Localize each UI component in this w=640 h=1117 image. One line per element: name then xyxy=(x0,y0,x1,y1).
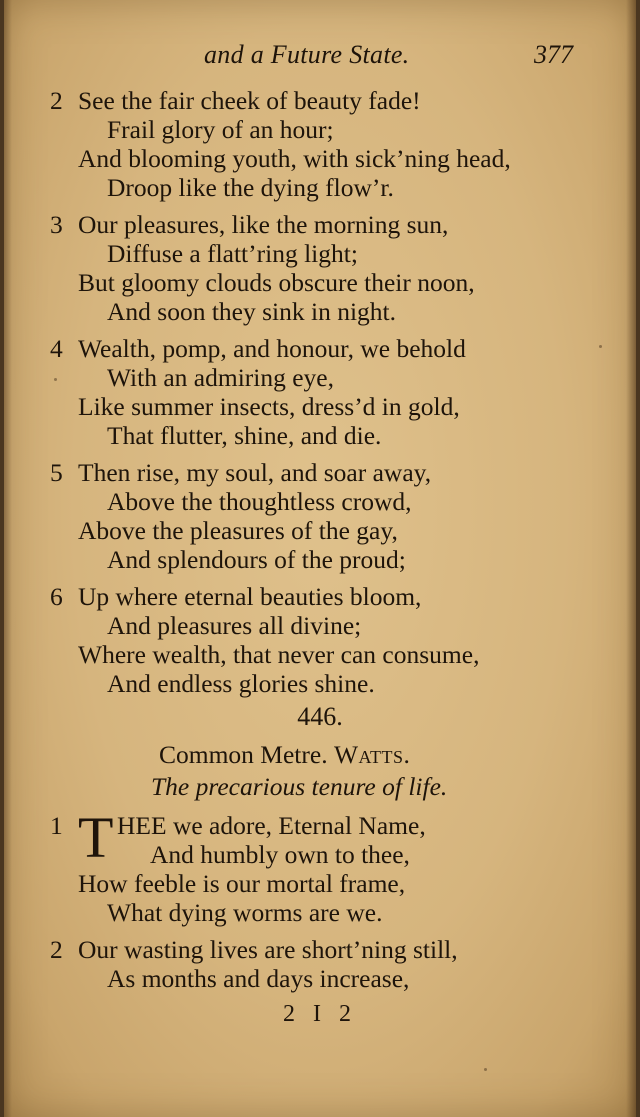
verse-line: And splendours of the proud; xyxy=(107,545,406,574)
verse-line: And blooming youth, with sick’ning head, xyxy=(78,144,511,173)
paper-speck xyxy=(484,1068,487,1071)
verse-line: Our pleasures, like the morning sun, xyxy=(78,210,449,239)
paper-speck xyxy=(54,378,57,381)
stanza-number: 3 xyxy=(50,210,63,239)
verse-line: Wealth, pomp, and honour, we behold xyxy=(78,334,466,363)
hymn-metre: Common Metre. xyxy=(159,740,328,769)
stanza-number: 1 xyxy=(50,811,63,840)
hymn-metre-line xyxy=(159,740,410,770)
verse-line: See the fair cheek of beauty fade! xyxy=(78,86,421,115)
verse-line: Frail glory of an hour; xyxy=(107,115,334,144)
paper-speck xyxy=(599,345,602,348)
page-number: 377 xyxy=(534,40,573,69)
verse-line: Where wealth, that never can consume, xyxy=(78,640,480,669)
verse-line: With an admiring eye, xyxy=(107,363,334,392)
stanza-number: 2 xyxy=(50,86,63,115)
verse-line: And pleasures all divine; xyxy=(107,611,362,640)
verse-line: How feeble is our mortal frame, xyxy=(78,869,406,898)
stanza-number: 5 xyxy=(50,458,63,487)
verse-line: Then rise, my soul, and soar away, xyxy=(78,458,432,487)
verse-line: And soon they sink in night. xyxy=(107,297,397,326)
verse-line: And endless glories shine. xyxy=(107,669,375,698)
verse-line: Diffuse a flatt’ring light; xyxy=(107,239,358,268)
page-right-edge xyxy=(626,0,636,1117)
verse-line: Up where eternal beauties bloom, xyxy=(78,582,422,611)
hymn-author: Watts. xyxy=(333,740,411,769)
verse-line: Droop like the dying flow’r. xyxy=(107,173,394,202)
verse-line: And humbly own to thee, xyxy=(150,840,410,869)
hymn-subtitle: The precarious tenure of life. xyxy=(151,772,448,801)
stanza-number: 2 xyxy=(50,935,63,964)
verse-line: HEE we adore, Eternal Name, xyxy=(117,811,426,840)
running-title: and a Future State. xyxy=(204,40,410,69)
verse-line: Like summer insects, dress’d in gold, xyxy=(78,392,460,421)
drop-cap: T xyxy=(78,805,114,870)
stanza-number: 4 xyxy=(50,334,63,363)
book-page xyxy=(4,0,636,1117)
verse-line: Above the pleasures of the gay, xyxy=(78,516,398,545)
verse-line: Above the thoughtless crowd, xyxy=(107,487,412,516)
stanza-number: 6 xyxy=(50,582,63,611)
hymn-number: 446. xyxy=(297,702,343,731)
verse-line: That flutter, shine, and die. xyxy=(107,421,382,450)
verse-line: What dying worms are we. xyxy=(107,898,383,927)
verse-line: Our wasting lives are short’ning still, xyxy=(78,935,458,964)
verse-line: As months and days increase, xyxy=(107,964,410,993)
signature-mark: 2 I 2 xyxy=(283,1001,357,1027)
page-left-edge xyxy=(4,0,12,1117)
verse-line: But gloomy clouds obscure their noon, xyxy=(78,268,475,297)
